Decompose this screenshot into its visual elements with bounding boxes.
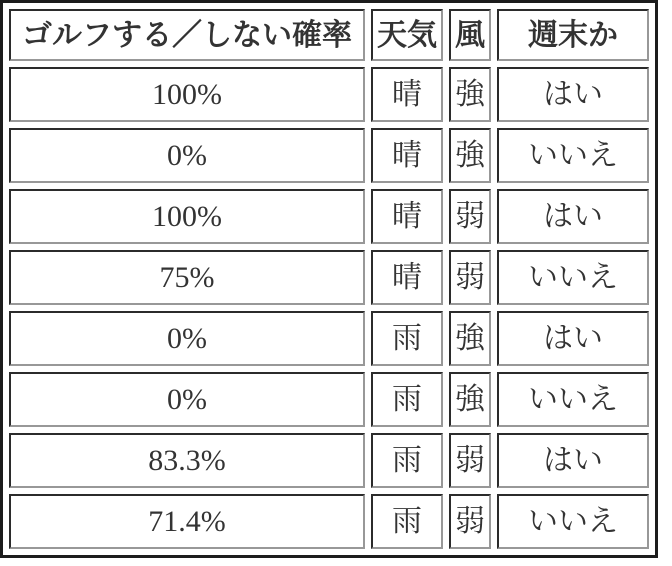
table-cell: 強 [449, 372, 491, 427]
table-row [9, 128, 649, 183]
table-cell: いいえ [497, 128, 649, 183]
table-cell: はい [497, 433, 649, 488]
table-cell: 弱 [449, 433, 491, 488]
table-cell: 71.4% [9, 494, 365, 549]
table-row [9, 250, 649, 305]
table-row [9, 494, 649, 549]
table-cell: いいえ [497, 494, 649, 549]
table-cell: はい [497, 311, 649, 366]
table-cell: 雨 [371, 494, 443, 549]
table-cell: いいえ [497, 250, 649, 305]
table-row [9, 67, 649, 122]
table-row [9, 189, 649, 244]
table-cell: 弱 [449, 494, 491, 549]
table-cell: 弱 [449, 189, 491, 244]
table-cell: 雨 [371, 311, 443, 366]
table-header [9, 9, 649, 61]
table-cell: 晴 [371, 189, 443, 244]
column-header: 週末か [497, 9, 649, 61]
table-cell: 0% [9, 128, 365, 183]
column-header: ゴルフする／しない確率 [9, 9, 365, 61]
table-cell: 強 [449, 128, 491, 183]
table-cell: 0% [9, 372, 365, 427]
table-cell: 弱 [449, 250, 491, 305]
table-cell: 晴 [371, 128, 443, 183]
header-row [9, 9, 649, 61]
table-cell: いいえ [497, 372, 649, 427]
column-header: 天気 [371, 9, 443, 61]
column-header: 風 [449, 9, 491, 61]
table-row [9, 433, 649, 488]
table-cell: 100% [9, 67, 365, 122]
table-cell: 100% [9, 189, 365, 244]
table-cell: 75% [9, 250, 365, 305]
table-cell: はい [497, 189, 649, 244]
table-cell: 晴 [371, 67, 443, 122]
table-row [9, 372, 649, 427]
table-body [9, 67, 649, 549]
table-cell: 晴 [371, 250, 443, 305]
table-cell: 雨 [371, 372, 443, 427]
table-cell: 強 [449, 67, 491, 122]
table-cell: 0% [9, 311, 365, 366]
table-row [9, 311, 649, 366]
table-cell: はい [497, 67, 649, 122]
table-cell: 強 [449, 311, 491, 366]
table-cell: 83.3% [9, 433, 365, 488]
table-cell: 雨 [371, 433, 443, 488]
